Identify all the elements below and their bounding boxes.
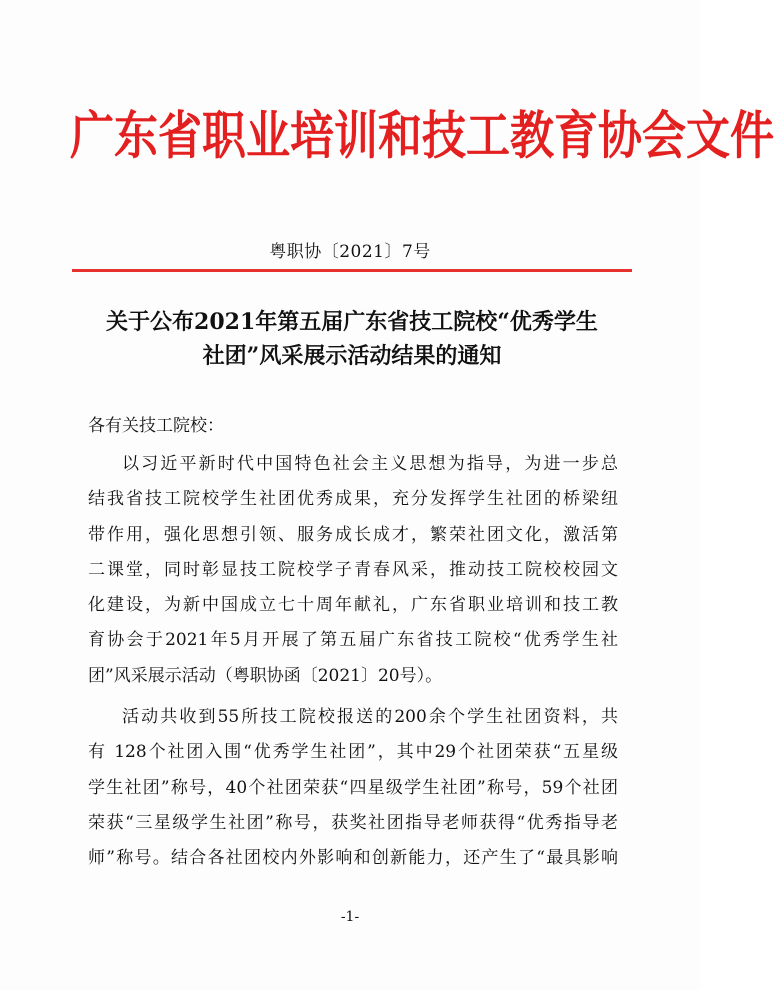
paragraph-line: 荣获“三星级学生社团”称号，获奖社团指导老师获得“优秀指导老 [88, 812, 618, 833]
paragraph-line: 师”称号。结合各社团校内外影响和创新能力，还产生了“最具影响 [88, 848, 618, 869]
paragraph-line: 带作用，强化思想引领、服务成长成才，繁荣社团文化，激活第 [88, 524, 618, 545]
paragraph-line: 活动共收到55所技工院校报送的200余个学生社团资料，共 [122, 707, 618, 728]
paragraph-1 [88, 452, 618, 699]
paragraph-line: 育协会于2021年5月开展了第五届广东省技工院校“优秀学生社 [88, 630, 618, 651]
notice-title-line-1: 关于公布2021年第五届广东省技工院校“优秀学生 [106, 309, 598, 335]
paragraph-2 [88, 705, 618, 881]
paragraph-line: 结我省技工院校学生社团优秀成果，充分发挥学生社团的桥梁纽 [88, 489, 618, 510]
paragraph-line: 有 128个社团入围“优秀学生社团”，其中29个社团荣获“五星级 [88, 742, 618, 763]
paragraph-line: 以习近平新时代中国特色社会主义思想为指导，为进一步总 [122, 454, 618, 474]
body-text [88, 452, 618, 882]
paragraph-line: 二课堂，同时彰显技工院校学子青春风采，推动技工院校校园文 [88, 559, 618, 580]
paragraph-line: 团”风采展示活动（粤职协函〔2021〕20号）。 [88, 665, 443, 686]
salutation: 各有关技工院校： [88, 416, 224, 436]
document-number: 粤职协〔2021〕7号 [269, 242, 431, 262]
paragraph-line: 学生社团”称号，40个社团荣获“四星级学生社团”称号，59个社团 [88, 777, 618, 798]
notice-title [72, 305, 632, 373]
notice-title-line-2: 社团”风采展示活动结果的通知 [202, 343, 502, 369]
issuing-organization-header: 广东省职业培训和技工教育协会文件 [70, 106, 774, 167]
page-number: -1- [340, 909, 360, 925]
red-separator-rule [72, 269, 632, 272]
paragraph-line: 化建设，为新中国成立七十周年献礼，广东省职业培训和技工教 [88, 595, 618, 616]
